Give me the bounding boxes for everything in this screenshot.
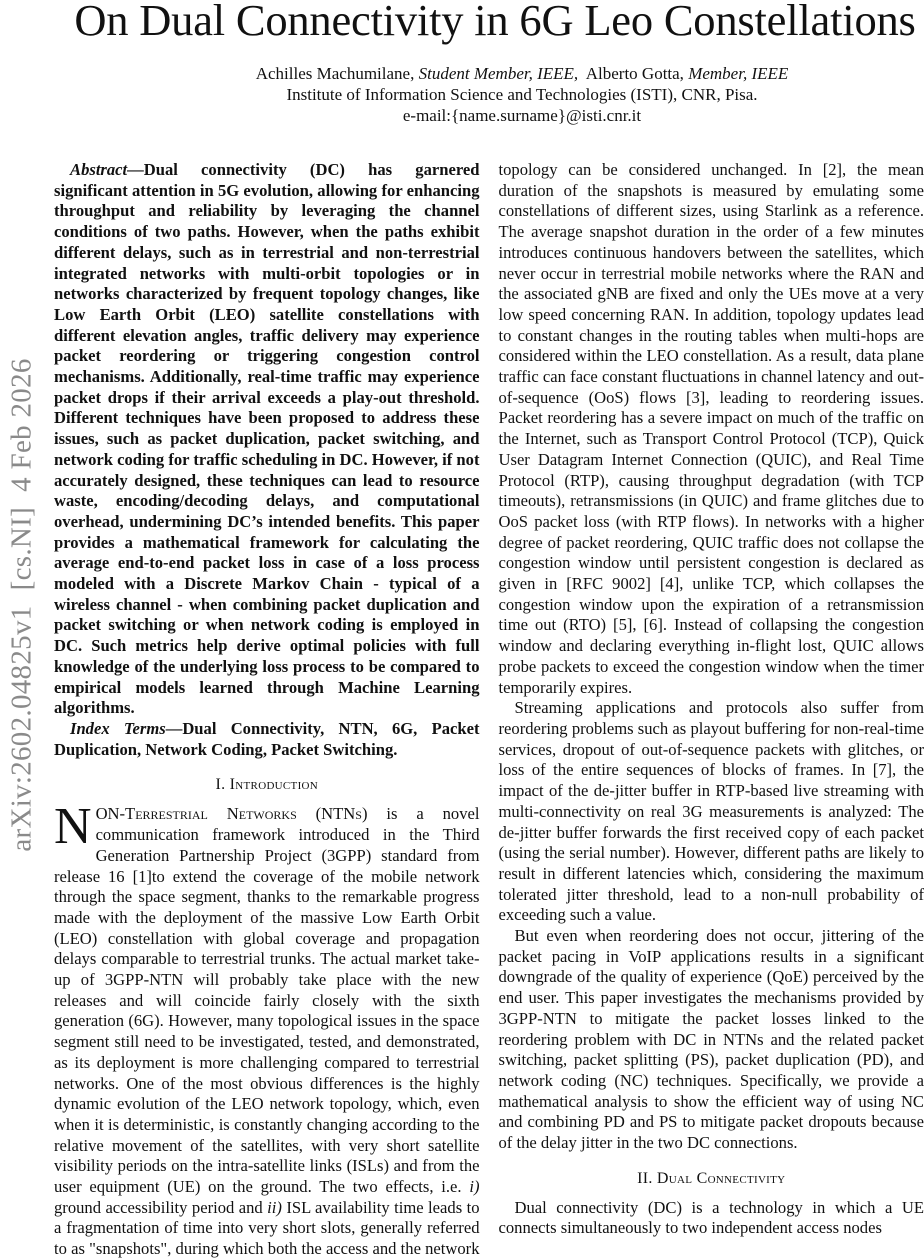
intro-text: ISL availability time leads to a fragmentation of time into very short slots, generally referred to as "snapshots", during which both the access and the network topology can be considered unchanged. In [2], the mean duration of the snapshots is measured by emulating some constellations of different sizes, using Starlink as a reference. The average snapshot duration in the order of a few minutes introduces continuous handovers between the satellites, which never occur in terrestrial mobile networks where the RAN and the associated gNB are fixed and only the UEs move at a very low speed concerning RAN. In addition, topology updates lead to constant changes in the routing tables when multi-hops are considered within the LEO constellation. As a result, data plane traffic can face constant fluctuations in channel latency and out-of-sequence (OoS) flows [3], leading to reordering issues. Packet reordering has a severe impact on much of the traffic on the Internet, such as Transport Control Protocol (TCP), Quick User Datagram Internet Connection (QUIC), and Real Time Protocol (RTP), causing throughput degradation (with TCP timeouts), retransmissions (in QUIC) and frame glitches due to OoS packet loss (with RTP flows). In networks with a higher degree of packet reordering, QUIC traffic does not collapse the congestion window until persistent congestion is declared as given in [RFC 9002] [4], unlike TCP, which collapses the congestion window upon the expiration of a retransmission time out (RTO) [5], [6]. Instead of collapsing the congestion window and declaring everything in-flight lost, QUIC allows probe packets to exceed the congestion window when the timer temporarily expires. <box>54 160 924 1258</box>
author-line <box>120 63 924 84</box>
abstract-text: —Dual connectivity (DC) has garnered significant attention in 5G evolution, allowing for enhancing throughput and reliability by leveraging the channel conditions of two paths. However, when the paths exhibit different delays, such as in terrestrial and non-terrestrial integrated networks with multi-orbit topologies or in networks characterized by frequent topology changes, like Low Earth Orbit (LEO) satellite constellations with different elevation angles, traffic delivery may experience packet reordering or triggering congestion control mechanisms. Additionally, real-time traffic may experience packet drops if their arrival exceeds a play-out threshold. Different techniques have been proposed to address these issues, such as packet duplication, packet switching, and network coding for traffic scheduling in DC. However, if not accurately designed, these techniques can lead to resource waste, encoding/decoding delays, and computational overhead, undermining DC’s intended benefits. This paper provides a mathematical framework for calculating the average end-to-end packet loss in case of a loss process modeled with a Discrete Markov Chain - typical of a wireless channel - when combining packet duplication and packet switching or when network coding is employed in DC. Such metrics help derive optimal policies with full knowledge of the underlying loss process to be compared to empirical models learned through Machine Learning algorithms. <box>54 160 480 717</box>
email: e-mail:{name.surname}@isti.cnr.it <box>120 105 924 126</box>
author-1-name: Achilles Machumilane, <box>256 64 419 83</box>
author-2-name: Alberto Gotta, <box>578 64 688 83</box>
section-heading-introduction: I. Introduction <box>54 776 480 794</box>
section-heading-dual-connectivity: II. Dual Connectivity <box>499 1170 924 1188</box>
paper-title: On Dual Connectivity in 6G Leo Constellations <box>0 0 924 46</box>
intro-text: is a novel communication framework introduced in the Third Generation Partnership Project (3GPP) standard from release 16 [1]to extend the coverage of the mobile network through the space segment, thanks to the remarkable progress made with the deployment of the massive Low Earth Orbit (LEO) constellation with global coverage and propagation delays comparable to terrestrial trunks. The actual market take-up of 3GPP-NTN will probably take place with the new releases and will coincide fairly closely with the sixth generation (6G). However, many topological issues in the space segment still need to be investigated, tested, and demonstrated, as its deployment is more challenging compared to terrestrial networks. One of the most obvious differences is the highly dynamic evolution of the LEO network topology, which, even when it is deterministic, is constantly changing according to the relative movement of the satellites, with very short satellite visibility periods on the intra-satellite links (ISLs) and from the user equipment (UE) on the ground. The two effects, i.e. <box>54 804 480 1196</box>
index-terms <box>54 719 480 760</box>
affiliation: Institute of Information Science and Technologies (ISTI), CNR, Pisa. <box>120 84 924 105</box>
intro-paragraph-3: But even when reordering does not occur, jittering of the packet pacing in VoIP applications results in a significant downgrade of the quality of experience (QoE) perceived by the end user. This paper investigates the mechanisms provided by 3GPP-NTN to mitigate the packet losses linked to the reordering problem with DC in NTNs and the related packet switching, packet splitting (PS), packet duplication (PD), and network coding (NC) techniques. Specifically, we provide a mathematical analysis to show the efficient way of using NC and combining PD and PS to mitigate packet dropouts because of the delay jitter in the two DC connections. <box>499 926 924 1154</box>
index-terms-text: —Dual Connectivity, NTN, 6G, Packet Duplication, Network Coding, Packet Switching. <box>54 719 480 759</box>
abstract <box>54 160 480 719</box>
arxiv-identifier: arXiv:2602.04825v1 [cs.NI] 4 Feb 2026 <box>6 358 39 851</box>
index-terms-label: Index Terms <box>70 719 166 738</box>
abstract-label: Abstract <box>70 160 127 179</box>
intro-italic: i) <box>469 1177 479 1196</box>
author-block <box>0 63 924 126</box>
intro-italic: ii) <box>267 1198 282 1217</box>
author-1-role: Student Member, IEEE, <box>419 64 579 83</box>
author-2-role: Member, IEEE <box>688 64 788 83</box>
intro-paragraph-2: Streaming applications and protocols also suffer from reordering problems such as playout buffering for non-real-time services, dropout of out-of-sequence packets with glitches, or loss of the entire sequences of blocks of frames. In [7], the impact of the de-jitter buffer in RTP-based live streaming with multi-connectivity on real 3G measurements is analyzed: The de-jitter buffer forwards the first received copy of each packet (using the serial number). However, different paths are likely to result in different latencies which, considering the maximum tolerated jitter threshold, lead to a non-null probability of exceeding such a value. <box>499 698 924 926</box>
intro-lead: ON-Terrestrial Networks (NTNs) <box>96 804 368 823</box>
dc-paragraph-1: Dual connectivity (DC) is a technology in which a UE connects simultaneously to two independent access nodes <box>499 1198 924 1239</box>
two-column-body <box>54 160 924 1260</box>
intro-text: ground accessibility period and <box>54 1198 267 1217</box>
drop-cap: N <box>54 807 92 847</box>
